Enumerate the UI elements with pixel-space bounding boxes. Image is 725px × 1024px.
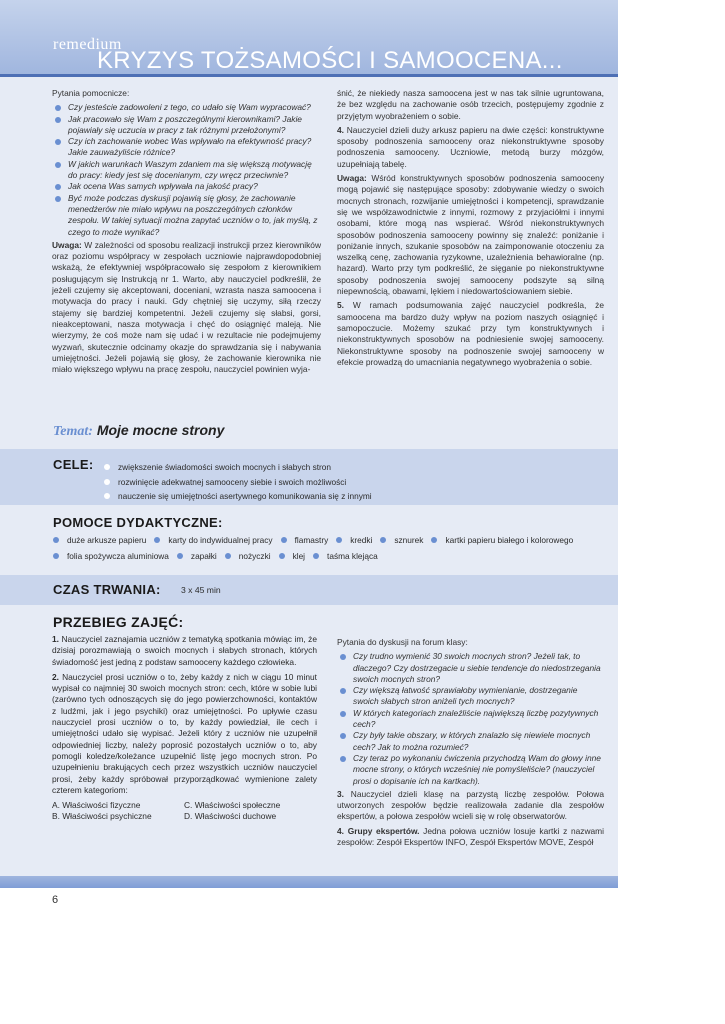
intro-left-column: [52, 88, 321, 378]
procedure-heading: PRZEBIEG ZAJĘĆ:: [53, 614, 184, 630]
list-item: W jakich warunkach Waszym zdaniem ma się większą motywację do pracy: kiedy jest się docenianym, czy wręcz przeciwnie?: [52, 159, 321, 182]
list-item: karty do indywidualnej pracy: [154, 532, 272, 548]
step-number: 4.: [337, 124, 344, 135]
uwaga-text: W zależności od sposobu realizacji instrukcji przez kierowników oraz poziomu współpracy w zespołach uczniowie najprawdopodobniej wskażą, że efektywniej współpracowało się zespołom z kierownikiem posługującym się Instrukcją nr 1. Warto, aby nauczyciel podkreślił, że jeżeli czujemy się akceptowani, doceniani, wzrasta nasza samoocena i motywacja do pracy i nauki. Gdy chętniej się uczymy, siłą rzeczy stajemy się bardziej kompetentni. Jeżeli czujemy się słabsi, gorsi, nieakceptowani, nasza motywacja i chęć do osiągnięć maleją. Nie wierzymy, że coś może nam się udać i w rezultacie nie podejmujemy wyzwań, skutecznie odcinamy okazje do sprawdzania się i nabywania umiejętności. Jeżeli pojawią się głosy, że zachowanie kierownika nie miało większego wpływu na pracę zespołu, nauczyciel powinien wyja-: [52, 239, 321, 375]
step-1-paragraph: [52, 634, 317, 668]
list-item: klej: [279, 548, 305, 564]
categories-list: [52, 800, 317, 823]
uwaga-text: Wśród konstruktywnych sposobów podnoszenia samooceny mogą pojawić się następujące sposoby: zdobywanie wiedzy o swoich mocnych stronach, rozwijanie umiejętności i kompetencji, sprawdzanie się we współzawodnictwie z innymi, rozmowy z przyjaciółmi i innymi osobami, które mogą nas wspierać. Wśród niekonstruktywnych sposobów podnoszenia samooceny powinny się znaleźć: poniżanie i poniżanie innych, szukanie sposobów na zaimponowanie otoczeniu za wszelką cenę, zachowania ryzykowne, uzależnienia behawioralne (np. hazard). Warto przy tym podkreślić, że sięganie po niekonstruktywne sposoby podnoszenia swojej samooceny podszyte są silną niepewnością, obawami, lękiem i niedowartościowaniem siebie.: [337, 173, 605, 297]
list-item: sznurek: [380, 532, 423, 548]
questions-list: [52, 102, 321, 238]
list-item: nożyczki: [225, 548, 271, 564]
list-item: kartki papieru białego i kolorowego: [431, 532, 573, 548]
materials-list: [53, 532, 613, 564]
step-number: 3.: [337, 788, 344, 799]
step-text: Jedna połowa uczniów losuje kartki z nazwami zespołów: Zespół Ekspertów INFO, Zespół Ekspertów MOVE, Zespół: [337, 825, 605, 848]
category-item: A. Właściwości fizyczne: [52, 800, 141, 811]
uwaga-paragraph: [52, 240, 321, 376]
uwaga-label: Uwaga:: [337, 173, 367, 184]
page-title: KRYZYS TOŻSAMOŚCI I SAMOOCENA...: [97, 47, 563, 74]
step-4-paragraph: [337, 125, 604, 170]
step-number: 2.: [52, 671, 59, 682]
uwaga-paragraph: [337, 173, 604, 297]
page-number: 6: [52, 894, 59, 906]
step-text: W ramach podsumowania zajęć nauczyciel podkreśla, że samoocena ma bardzo duży wpływ na poziom naszych osiągnięć i samopoczucie. Możemy szukać przy tym konstruktywnych i niekonstruktywnych sposobów na podniesienie swojej samooceny. Niekonstruktywne sposoby na podnoszenie swojej samooceny w efekcie prowadzą do umacniania negatywnego wyobrażenia o sobie.: [337, 300, 604, 367]
list-item: flamastry: [281, 532, 329, 548]
duration-value: 3 x 45 min: [181, 585, 221, 595]
topic-label: Temat:: [53, 424, 93, 439]
step-5-paragraph: [337, 300, 604, 368]
list-item: rozwinięcie adekwatnej samooceny siebie i swoich możliwości: [104, 475, 372, 490]
list-item: zwiększenie świadomości swoich mocnych i słabych stron: [104, 460, 372, 475]
step-text: Nauczyciel prosi uczniów o to, żeby każdy z nich w ciągu 10 minut wypisał co najmniej 30 swoich mocnych stron: cech, które w sobie lubi (zarówno tych odnoszących się do jego powierzchowności, kontaktów z ludźmi, jak i jego psychiki) oraz umiejętności. Po upływie czasu nauczyciel prosi uczniów o to, by każdy powiedział, ile cech i umiejętności udało się wypisać. Jeżeli który z uczniów nie uzupełnił odpowiedniej liczby, należy poprosić pozostałych uczniów o to, aby pomogli koledze/koleżance uzupełnić listę jego mocnych stron. Po uzupełnieniu brakujących cech przez wszystkich uczniów nauczyciel prosi, żeby każdy spróbował przyporządkować wymienione zalety czterem kategoriom:: [52, 671, 318, 795]
step-text: Nauczyciel dzieli klasę na parzystą liczbę zespołów. Połowa utworzonych zespołów będzie realizowała zadanie dla zespołów ekspertów, a połowa zespołów wcieli się w rolę obserwatorów.: [337, 788, 604, 822]
list-item: Być może podczas dyskusji pojawią się głosy, że zachowanie menedżerów nie miało wpływu na poszczególnych członków zespołu. W takiej sytuacji można zapytać uczniów o to, jak myślą, z czego to może wynikać?: [52, 193, 321, 238]
list-item: Czy ich zachowanie wobec Was wpływało na efektywność pracy? Jakie zauważyliście różnice?: [52, 136, 321, 159]
step-2-paragraph: [52, 672, 317, 796]
list-item: taśma klejąca: [313, 548, 378, 564]
list-item: Czy jesteście zadowoleni z tego, co udało się Wam wypracować?: [52, 102, 321, 113]
list-item: Czy większą łatwość sprawiałoby wymienianie, dostrzeganie swoich słabych stron aniżeli tych mocnych?: [337, 685, 604, 708]
list-item: Czy były takie obszary, w których znalazło się niewiele mocnych cech? Jak to można rozumieć?: [337, 730, 604, 753]
list-item: kredki: [336, 532, 372, 548]
continuation-paragraph: śnić, że niekiedy nasza samoocena jest w nas tak silnie ugruntowana, że bez względu na zachowanie osób trzecich, postępujemy zgodnie z przyjętym wyobrażeniem o sobie.: [337, 88, 604, 121]
uwaga-label: Uwaga:: [52, 239, 82, 250]
lesson-topic: [53, 422, 224, 440]
footer-band: [0, 876, 618, 888]
topic-value: Moje mocne strony: [96, 422, 225, 438]
questions-heading: Pytania pomocnicze:: [52, 88, 130, 98]
step-4-paragraph: [337, 826, 604, 849]
list-item: Czy trudno wymienić 30 swoich mocnych stron? Jeżeli tak, to dlaczego? Czy dostrzegacie u siebie tendencje do niedostrzegania swoich mocnych stron?: [337, 651, 604, 685]
step-text: Nauczyciel zaznajamia uczniów z tematyką spotkania mówiąc im, że dzisiaj porozmawiają o swoich mocnych i słabych stronach, których świadomość jest jedną z podstaw samooceny każdego człowieka.: [52, 634, 317, 667]
category-item: D. Właściwości duchowe: [184, 811, 277, 822]
duration-heading: CZAS TRWANIA:: [53, 582, 161, 597]
list-item: Czy teraz po wykonaniu ćwiczenia przychodzą Wam do głowy inne mocne strony, o których wcześniej nie pomyśleliście? (nauczyciel prosi o dopisanie ich na kartkach).: [337, 753, 604, 787]
step-number: 4.: [337, 825, 344, 836]
brand-label: remedium: [53, 36, 122, 53]
list-item: duże arkusze papieru: [53, 532, 146, 548]
category-item: B. Właściwości psychiczne: [52, 811, 152, 822]
forum-questions-list: [337, 651, 604, 787]
list-item: Jak ocena Was samych wpływała na jakość pracy?: [52, 181, 321, 192]
list-item: zapałki: [177, 548, 217, 564]
list-item: nauczenie się umiejętności asertywnego komunikowania się z innymi: [104, 489, 372, 504]
list-item: Jak pracowało się Wam z poszczególnymi kierownikami? Jakie pojawiały się uczucia w pracy z tak różnymi przełożonymi?: [52, 114, 321, 137]
procedure-right-column: [337, 637, 604, 851]
intro-right-column: [337, 88, 604, 371]
category-item: C. Właściwości społeczne: [184, 800, 281, 811]
list-item: W których kategoriach znaleźliście największą liczbę pozytywnych cech?: [337, 708, 604, 731]
list-item: folia spożywcza aluminiowa: [53, 548, 169, 564]
forum-heading: Pytania do dyskusji na forum klasy:: [337, 637, 468, 647]
goals-list: [104, 460, 372, 504]
materials-heading: POMOCE DYDAKTYCZNE:: [53, 515, 223, 530]
step-number: 1.: [52, 634, 59, 644]
goals-heading: CELE:: [53, 457, 94, 472]
step-number: 5.: [337, 300, 344, 311]
step-label: Grupy ekspertów.: [347, 825, 420, 836]
duration-band: [0, 575, 618, 605]
step-text: Nauczyciel dzieli duży arkusz papieru na dwie części: konstruktywne sposoby podnoszenia samooceny oraz niekonstruktywne sposoby podnoszenia samooceny. Uczniowie, metodą burzy mózgów, uzupełniają tabelę.: [337, 124, 604, 169]
step-3-paragraph: [337, 789, 604, 823]
procedure-left-column: [52, 634, 317, 823]
